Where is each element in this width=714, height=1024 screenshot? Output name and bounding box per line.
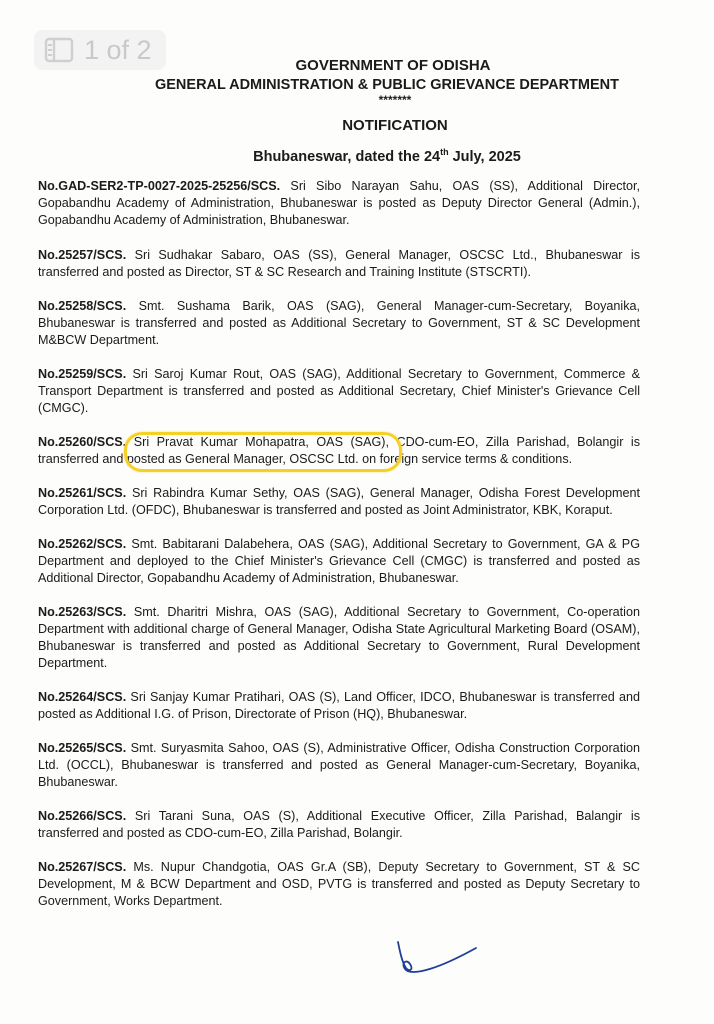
entry-number: No.GAD-SER2-TP-0027-2025-25256/SCS. <box>38 179 281 193</box>
entry-25267 <box>38 859 640 910</box>
entry-text: Sri Sanjay Kumar Pratihari, OAS (S), Land Officer, IDCO, Bhubaneswar is transferred and posted as Additional I.G. of Prison, Directorate of Prison (HQ), Bhubaneswar. <box>38 690 640 721</box>
entry-text: Ms. Nupur Chandgotia, OAS Gr.A (SB), Deputy Secretary to Government, ST & SC Development, M & BCW Department and OSD, PVTG is transferred and posted as Deputy Secretary to Government, Works Department. <box>38 860 640 908</box>
separator-stars: ******* <box>378 93 412 107</box>
entry-number: No.25257/SCS. <box>38 248 127 262</box>
entry-text: Sri Rabindra Kumar Sethy, OAS (SAG), General Manager, Odisha Forest Development Corporation Ltd. (OFDC), Bhubaneswar is transferred and posted as Joint Administrator, KBK, Koraput. <box>38 486 640 517</box>
entry-25256 <box>38 178 640 229</box>
entry-text: Smt. Suryasmita Sahoo, OAS (S), Administrative Officer, Odisha Construction Corporation Ltd. (OCCL), Bhubaneswar is transferred and posted as General Manager-cum-Secretary, Boyanika, Bhubaneswar. <box>38 741 640 789</box>
entry-text: Sri Pravat Kumar Mohapatra, OAS (SAG), CDO-cum-EO, Zilla Parishad, Bolangir is transferred and posted as General Manager, OSCSC Ltd. on foreign service terms & conditions. <box>38 435 640 466</box>
entry-25264 <box>38 689 640 723</box>
entry-number: No.25263/SCS. <box>38 605 127 619</box>
entry-25266 <box>38 808 640 842</box>
notification-title: NOTIFICATION <box>342 117 448 134</box>
entry-number: No.25262/SCS. <box>38 537 127 551</box>
entry-25263 <box>38 604 640 672</box>
government-heading: GOVERNMENT OF ODISHA <box>295 57 491 74</box>
notification-entries <box>38 178 640 927</box>
entry-text: Smt. Babitarani Dalabehera, OAS (SAG), Additional Secretary to Government, GA & PG Department and deployed to the Chief Minister's Grievance Cell (CMGC) is transferred and posted as Additional Director, Gopabandhu Academy of Administration, Bhubaneswar. <box>38 537 640 585</box>
entry-number: No.25260/SCS. <box>38 435 127 449</box>
entry-25259 <box>38 366 640 417</box>
entry-text: Sri Sudhakar Sabaro, OAS (SS), General Manager, OSCSC Ltd., Bhubaneswar is transferred and posted as Director, ST & SC Research and Training Institute (STSCRTI). <box>38 248 640 279</box>
entry-number: No.25261/SCS. <box>38 486 127 500</box>
date-prefix: Bhubaneswar, dated the 24 <box>253 148 441 165</box>
entry-text: Smt. Dharitri Mishra, OAS (SAG), Additional Secretary to Government, Co-operation Department with additional charge of General Manager, Odisha State Agricultural Marketing Board (OSAM), Bhubaneswar is transferred and posted as Additional Secretary to Government, Rural Development Department. <box>38 605 640 670</box>
entry-text: Sri Tarani Suna, OAS (S), Additional Executive Officer, Zilla Parishad, Balangir is transferred and posted as CDO-cum-EO, Zilla Parishad, Bolangir. <box>38 809 640 840</box>
signature-mark <box>392 938 482 978</box>
entry-number: No.25264/SCS. <box>38 690 127 704</box>
entry-25265 <box>38 740 640 791</box>
entry-number: No.25259/SCS. <box>38 367 127 381</box>
entry-text: Sri Saroj Kumar Rout, OAS (SAG), Additional Secretary to Government, Commerce & Transport Department is transferred and posted as Additional Secretary, Chief Minister's Grievance Cell (CMGC). <box>38 367 640 415</box>
entry-25257 <box>38 247 640 281</box>
date-suffix: July, 2025 <box>448 148 521 165</box>
page-counter-text: 1 of 2 <box>84 34 152 65</box>
entry-25260 <box>38 434 640 468</box>
entry-text: Smt. Sushama Barik, OAS (SAG), General Manager-cum-Secretary, Boyanika, Bhubaneswar is transferred and posted as Additional Secretary to Government, ST & SC Development M&BCW Department. <box>38 299 640 347</box>
entry-25258 <box>38 298 640 349</box>
entry-number: No.25267/SCS. <box>38 860 127 874</box>
notification-date <box>30 147 714 165</box>
entry-number: No.25266/SCS. <box>38 809 127 823</box>
date-ordinal: th <box>440 147 449 157</box>
entry-number: No.25258/SCS. <box>38 299 127 313</box>
entry-text: Sri Sibo Narayan Sahu, OAS (SS), Additional Director, Gopabandhu Academy of Administration, Bhubaneswar is posted as Deputy Director General (Admin.), Gopabandhu Academy of Administration, Bhubaneswar. <box>38 179 640 227</box>
department-heading: GENERAL ADMINISTRATION & PUBLIC GRIEVANCE DEPARTMENT <box>154 77 619 93</box>
entry-number: No.25265/SCS. <box>38 741 127 755</box>
entry-25261 <box>38 485 640 519</box>
entry-25262 <box>38 536 640 587</box>
